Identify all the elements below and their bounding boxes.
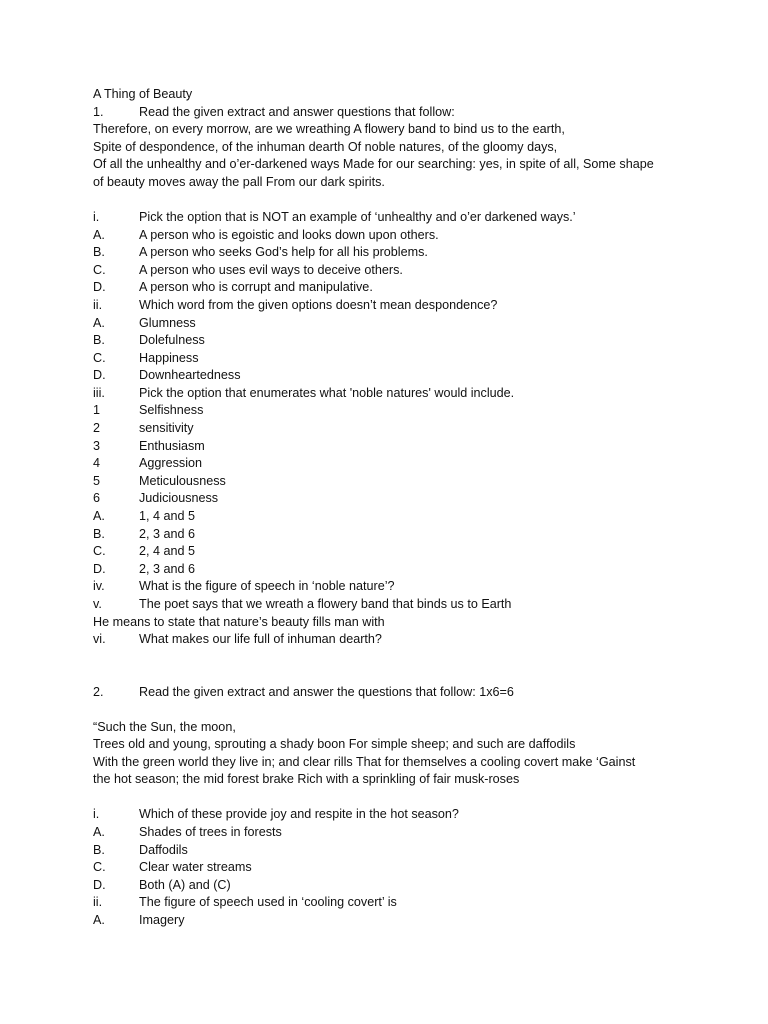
list-item (93, 279, 693, 297)
list-item (93, 315, 693, 333)
item-text: A person who uses evil ways to deceive others. (139, 262, 403, 277)
item-text: A person who is egoistic and looks down upon others. (139, 227, 439, 242)
list-item (93, 332, 693, 350)
item-text: Which of these provide joy and respite in the hot season? (139, 807, 459, 822)
list-item (93, 894, 693, 912)
list-item (93, 438, 693, 456)
list-item (93, 402, 693, 420)
item-label: i. (93, 209, 100, 224)
item-label: v. (93, 597, 102, 612)
item-text: What makes our life full of inhuman dearth? (139, 632, 382, 647)
item-label: B. (93, 526, 105, 541)
extract-line: Of all the unhealthy and o’er-darkened ways Made for our searching: yes, in spite of all, Some shape (93, 157, 654, 172)
item-text: Dolefulness (139, 333, 205, 348)
item-label: 3 (93, 438, 101, 453)
list-item (93, 877, 693, 895)
list-item (93, 473, 693, 491)
item-label: ii. (93, 297, 103, 312)
item-text: 2, 3 and 6 (139, 526, 196, 541)
list-item (93, 526, 693, 544)
item-text: 2, 4 and 5 (139, 544, 196, 559)
item-label: D. (93, 368, 106, 383)
item-label: C. (93, 544, 106, 559)
list-item (93, 578, 693, 596)
list-item (93, 455, 693, 473)
list-item (93, 806, 693, 824)
extract-line: Spite of despondence, of the inhuman dearth Of noble natures, of the gloomy days, (93, 139, 558, 154)
item-text: 2, 3 and 6 (139, 561, 196, 576)
extract-2 (93, 719, 693, 789)
item-label: B. (93, 842, 105, 857)
item-text: The figure of speech used in ‘cooling covert’ is (139, 895, 397, 910)
question-text: Read the given extract and answer questions that follow: (139, 104, 455, 119)
item-label: D. (93, 280, 106, 295)
item-text: Glumness (139, 315, 196, 330)
question-1-heading (93, 104, 693, 122)
item-label: B. (93, 245, 105, 260)
item-label: 2 (93, 421, 101, 436)
item-text: Aggression (139, 456, 203, 471)
item-text: Both (A) and (C) (139, 877, 231, 892)
item-text: A person who seeks God’s help for all his problems. (139, 245, 428, 260)
item-text: Shades of trees in forests (139, 824, 282, 839)
item-label: A. (93, 824, 105, 839)
list-item (93, 631, 693, 649)
item-label: C. (93, 262, 106, 277)
item-text: Downheartedness (139, 368, 241, 383)
list-item (93, 824, 693, 842)
list-item (93, 490, 693, 508)
question-1-items (93, 209, 693, 614)
list-item (93, 842, 693, 860)
item-label: A. (93, 912, 105, 927)
item-label: A. (93, 315, 105, 330)
item-text: The poet says that we wreath a flowery band that binds us to Earth (139, 597, 512, 612)
list-item (93, 350, 693, 368)
list-item (93, 859, 693, 877)
item-text: Meticulousness (139, 473, 226, 488)
item-label: A. (93, 227, 105, 242)
item-label: 4 (93, 456, 101, 471)
spacer (93, 192, 693, 209)
list-item (93, 508, 693, 526)
extract-line: Trees old and young, sprouting a shady boon For simple sheep; and such are daffodils (93, 737, 576, 752)
continuation-line: He means to state that nature’s beauty fills man with (93, 614, 385, 629)
item-text: Enthusiasm (139, 438, 205, 453)
spacer (93, 789, 693, 806)
extract-line: the hot season; the mid forest brake Rich with a sprinkling of fair musk-roses (93, 772, 520, 787)
extract-line: “Such the Sun, the moon, (93, 719, 236, 734)
list-item (93, 244, 693, 262)
item-text: Daffodils (139, 842, 188, 857)
item-label: ii. (93, 895, 103, 910)
item-label: C. (93, 860, 106, 875)
item-label: A. (93, 509, 105, 524)
list-item (93, 543, 693, 561)
question-2-items (93, 806, 693, 929)
list-item (93, 367, 693, 385)
extract-line: of beauty moves away the pall From our dark spirits. (93, 174, 385, 189)
item-text: 1, 4 and 5 (139, 509, 196, 524)
document-body (93, 86, 693, 930)
question-2-heading (93, 684, 693, 702)
extract-line: With the green world they live in; and clear rills That for themselves a cooling covert make ‘Gainst (93, 754, 636, 769)
document-title: A Thing of Beauty (93, 87, 193, 101)
item-label: iii. (93, 385, 105, 400)
item-label: i. (93, 807, 100, 822)
item-label: 5 (93, 473, 101, 488)
item-text: Clear water streams (139, 860, 252, 875)
item-label: B. (93, 333, 105, 348)
list-item (93, 596, 693, 614)
list-item (93, 420, 693, 438)
item-label: vi. (93, 632, 106, 647)
list-item (93, 227, 693, 245)
item-text: Imagery (139, 912, 185, 927)
item-label: 6 (93, 491, 101, 506)
question-text: Read the given extract and answer the questions that follow: 1x6=6 (139, 684, 514, 699)
item-label: 1 (93, 403, 101, 418)
item-text: What is the figure of speech in ‘noble nature’? (139, 579, 395, 594)
item-text: Pick the option that is NOT an example of ‘unhealthy and o’er darkened ways.’ (139, 209, 576, 224)
item-text: Selfishness (139, 403, 204, 418)
extract-1 (93, 121, 693, 191)
item-text: Judiciousness (139, 491, 219, 506)
question-number: 2. (93, 684, 104, 699)
item-label: D. (93, 877, 106, 892)
spacer (93, 701, 693, 718)
list-item (93, 209, 693, 227)
item-text: Pick the option that enumerates what 'noble natures' would include. (139, 385, 515, 400)
item-label: iv. (93, 579, 105, 594)
list-item (93, 561, 693, 579)
spacer (93, 649, 693, 684)
item-text: Which word from the given options doesn’t mean despondence? (139, 297, 498, 312)
extract-line: Therefore, on every morrow, are we wreathing A flowery band to bind us to the earth, (93, 122, 565, 137)
item-label: C. (93, 350, 106, 365)
item-text: A person who is corrupt and manipulative. (139, 280, 373, 295)
item-text: sensitivity (139, 421, 194, 436)
list-item (93, 297, 693, 315)
question-number: 1. (93, 104, 104, 119)
item-text: Happiness (139, 350, 199, 365)
list-item (93, 912, 693, 930)
list-item (93, 385, 693, 403)
item-label: D. (93, 561, 106, 576)
list-item (93, 262, 693, 280)
